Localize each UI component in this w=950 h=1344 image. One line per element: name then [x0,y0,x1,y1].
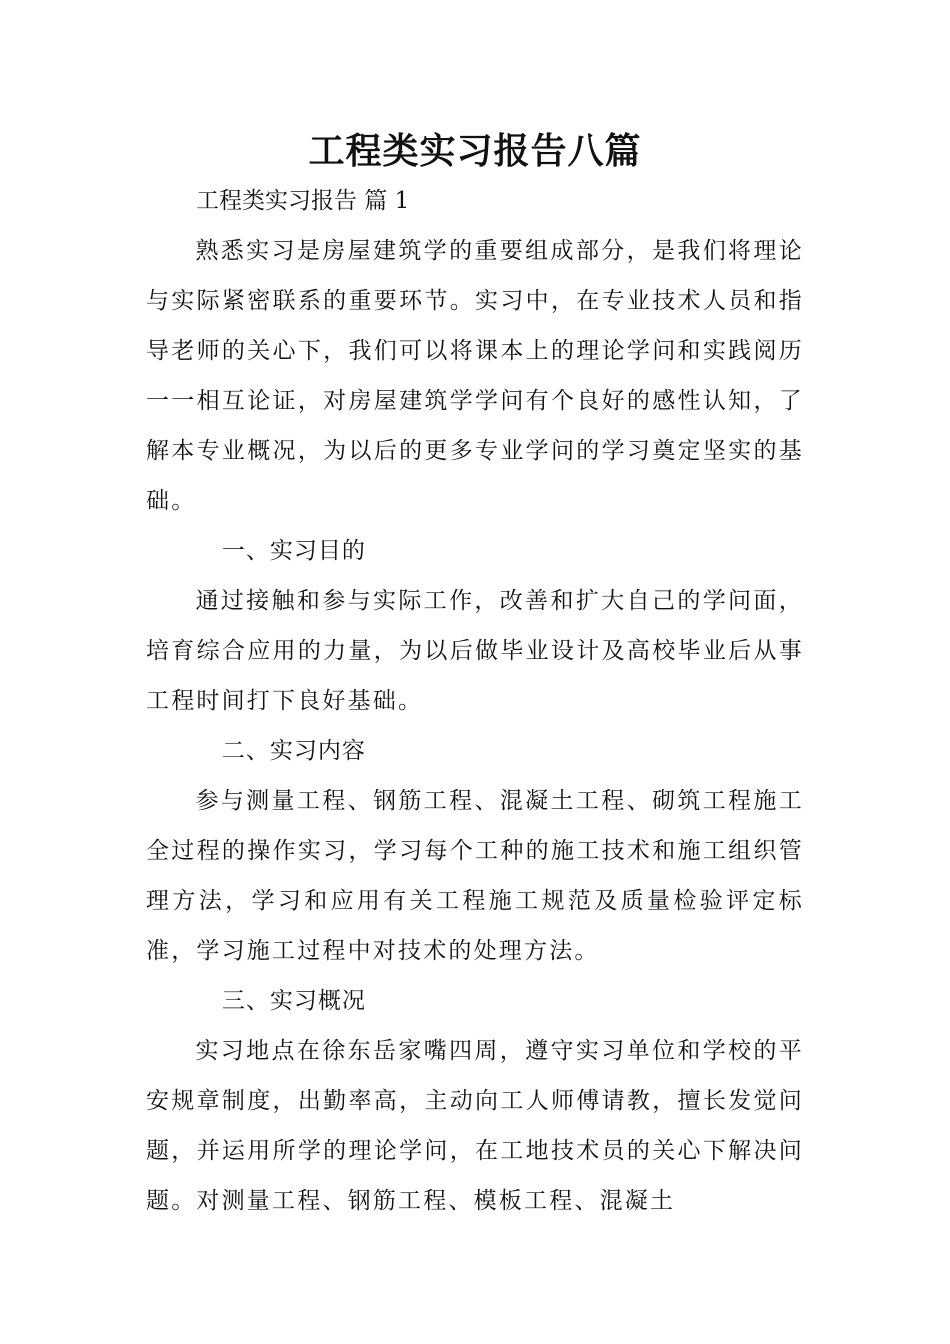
section-body-purpose: 通过接触和参与实际工作，改善和扩大自己的学问面，培育综合应用的力量，为以后做毕业设计及高校毕业后从事工程时间打下良好基础。 [146,588,804,714]
intro-paragraph: 熟悉实习是房屋建筑学的重要组成部分，是我们将理论与实际紧密联系的重要环节。实习中，在专业技术人员和指导老师的关心下，我们可以将课本上的理论学问和实践阅历一一相互论证，对房屋建筑学学问有个良好的感性认知，了解本专业概况，为以后的更多专业学问的学习奠定坚实的基础。 [146,238,804,514]
section-body-overview: 实习地点在徐东岳家嘴四周，遵守实习单位和学校的平安规章制度，出勤率高，主动向工人师傅请教，擅长发觉问题，并运用所学的理论学问，在工地技术员的关心下解决问题。对测量工程、钢筋工程、模板工程、混凝土 [146,1038,804,1214]
document-title: 工程类实习报告八篇 [308,131,642,172]
section-heading-purpose: 一、实习目的 [221,538,366,564]
document-body [146,226,804,1226]
section-heading-overview: 三、实习概况 [221,988,366,1014]
section-heading-content: 二、实习内容 [221,738,366,764]
section-body-content: 参与测量工程、钢筋工程、混凝土工程、砌筑工程施工全过程的操作实习，学习每个工种的施工技术和施工组织管理方法，学习和应用有关工程施工规范及质量检验评定标准，学习施工过程中对技术的处理方法。 [146,788,804,964]
document-subtitle: 工程类实习报告 篇 1 [196,188,410,214]
